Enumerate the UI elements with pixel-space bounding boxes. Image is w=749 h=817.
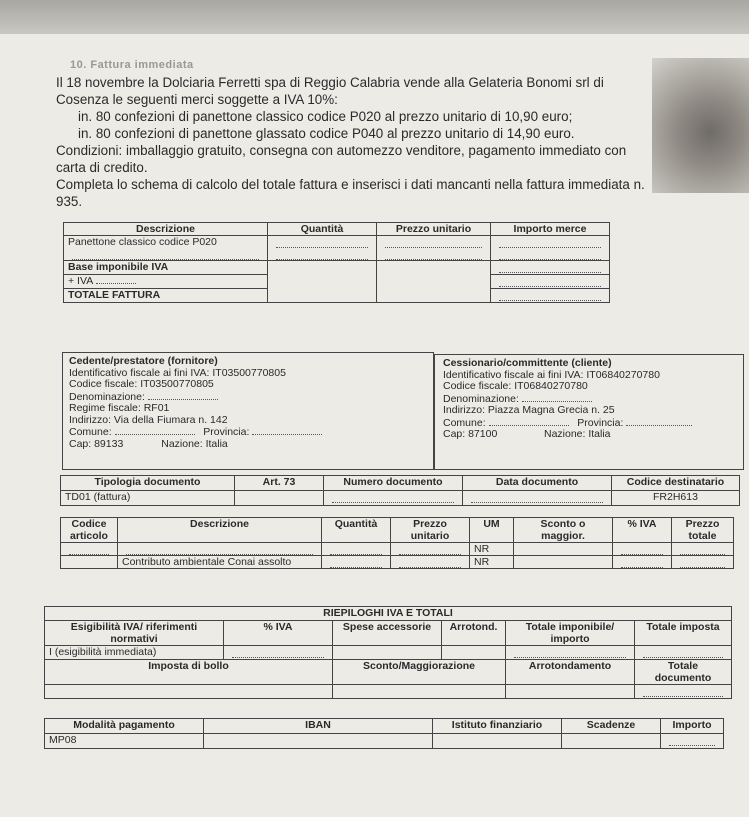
riepilogo-title: RIEPILOGHI IVA E TOTALI	[45, 607, 732, 621]
items-table	[60, 517, 734, 569]
col-scadenze: Scadenze	[562, 719, 661, 734]
col-art73: Art. 73	[235, 476, 324, 491]
cedente-indirizzo: Indirizzo: Via della Fiumara n. 142	[69, 413, 228, 426]
riepilogo-table	[44, 606, 732, 699]
col-item-qty: Quantità	[322, 518, 391, 543]
top-shadow	[0, 0, 749, 34]
cessionario-title: Cessionario/committente (cliente)	[443, 357, 612, 369]
imponibile-value[interactable]	[506, 646, 635, 660]
item-1: in. 80 confezioni di panettone classico codice P020 al prezzo unitario di 10,90 euro;	[78, 109, 573, 124]
col-riep-iva: % IVA	[224, 621, 333, 646]
col-numero: Numero documento	[324, 476, 463, 491]
item2-um: NR	[470, 556, 514, 569]
row1-qty[interactable]	[268, 236, 377, 261]
col-um: UM	[470, 518, 514, 543]
col-codice-dest: Codice destinatario	[612, 476, 740, 491]
col-codice: Codice articolo	[61, 518, 118, 543]
cessionario-cf: Codice fiscale: IT06840270780	[443, 380, 588, 392]
col-quantita: Quantità	[268, 223, 377, 236]
cedente-cap: Cap: 89133 Nazione: Italia	[69, 437, 228, 450]
col-tipologia: Tipologia documento	[61, 476, 235, 491]
cedente-cf: Codice fiscale: IT03500770805	[69, 378, 214, 390]
item2-sconto[interactable]	[514, 556, 613, 569]
modalita-value: MP08	[45, 734, 204, 749]
col-spese: Spese accessorie	[333, 621, 442, 646]
item2-codice[interactable]	[61, 556, 118, 569]
tipologia-value: TD01 (fattura)	[61, 491, 235, 506]
codice-dest-value: FR2H613	[612, 491, 740, 506]
art73-value[interactable]	[235, 491, 324, 506]
col-item-desc: Descrizione	[118, 518, 322, 543]
totale-fattura-label: TOTALE FATTURA	[64, 289, 268, 303]
data-value[interactable]	[463, 491, 612, 506]
parties-section	[62, 352, 744, 472]
col-prezzo-totale: Prezzo totale	[672, 518, 734, 543]
exercise-heading: 10. Fattura immediata	[70, 59, 194, 71]
numero-value[interactable]	[324, 491, 463, 506]
col-prezzo: Prezzo unitario	[377, 223, 491, 236]
item1-um: NR	[470, 543, 514, 556]
cessionario-piva: Identificativo fiscale ai fini IVA: IT06840270780	[443, 368, 660, 381]
paragraph-1: Il 18 novembre la Dolciaria Ferretti spa di Reggio Calabria vende alla Gelateria Bonomi srl di Cosenza le seguenti merci soggette a IVA 10%:	[56, 75, 604, 107]
col-arrotond: Arrotond.	[442, 621, 506, 646]
col-totale-doc: Totale documento	[635, 660, 732, 685]
pagamento-table	[44, 718, 724, 749]
exercise-text	[56, 74, 646, 210]
col-imponibile: Totale imponibile/ importo	[506, 621, 635, 646]
riep-iva-value[interactable]	[224, 646, 333, 660]
cessionario-denominazione[interactable]: Denominazione:	[443, 393, 735, 406]
item1-sconto[interactable]	[514, 543, 613, 556]
col-data: Data documento	[463, 476, 612, 491]
col-importo: Importo	[661, 719, 724, 734]
totale-doc-value[interactable]	[635, 685, 732, 699]
item1-price[interactable]	[391, 543, 470, 556]
col-sconto: Sconto o maggior.	[514, 518, 613, 543]
item2-total[interactable]	[672, 556, 734, 569]
iva-amount[interactable]	[491, 275, 610, 289]
iva-label: + IVA	[64, 275, 268, 289]
item2-qty[interactable]	[322, 556, 391, 569]
task: Completa lo schema di calcolo del totale fattura e inserisci i dati mancanti nella fattura immediata n. 935.	[56, 177, 645, 209]
col-bollo: Imposta di bollo	[45, 660, 333, 685]
row1-desc: Panettone classico codice P020	[64, 236, 268, 261]
col-sconto-magg: Sconto/Maggiorazione	[333, 660, 506, 685]
importo-value[interactable]	[661, 734, 724, 749]
cedente-denominazione[interactable]: Denominazione:	[69, 391, 427, 404]
item1-total[interactable]	[672, 543, 734, 556]
col-item-price: Prezzo unitario	[391, 518, 470, 543]
item1-codice[interactable]	[61, 543, 118, 556]
imposta-value[interactable]	[635, 646, 732, 660]
cessionario-comune[interactable]: Comune: Provincia:	[443, 417, 735, 430]
calc-table	[63, 222, 610, 303]
item1-iva[interactable]	[613, 543, 672, 556]
cedente-box	[62, 352, 434, 470]
col-descrizione: Descrizione	[64, 223, 268, 236]
base-imponibile-label: Base imponibile IVA	[64, 261, 268, 275]
col-iva: % IVA	[613, 518, 672, 543]
esigibilita-value: I (esigibilità immediata)	[45, 646, 224, 660]
row1-price[interactable]	[377, 236, 491, 261]
item-2: in. 80 confezioni di panettone glassato codice P040 al prezzo unitario di 14,90 euro.	[78, 126, 575, 141]
item1-desc[interactable]	[118, 543, 322, 556]
istituto-value[interactable]	[433, 734, 562, 749]
item1-qty[interactable]	[322, 543, 391, 556]
col-modalita: Modalità pagamento	[45, 719, 204, 734]
cedente-regime: Regime fiscale: RF01	[69, 402, 170, 414]
document-table	[60, 475, 740, 506]
col-arrotondamento: Arrotondamento	[506, 660, 635, 685]
row1-amount[interactable]	[491, 236, 610, 261]
cessionario-box	[434, 354, 744, 470]
col-imposta: Totale imposta	[635, 621, 732, 646]
cedente-title: Cedente/prestatore (fornitore)	[69, 355, 218, 367]
iban-value[interactable]	[204, 734, 433, 749]
col-esigibilita: Esigibilità IVA/ riferimenti normativi	[45, 621, 224, 646]
base-amount[interactable]	[491, 261, 610, 275]
totale-amount[interactable]	[491, 289, 610, 303]
cedente-piva: Identificativo fiscale ai fini IVA: IT03500770805	[69, 366, 286, 379]
cessionario-cap: Cap: 87100 Nazione: Italia	[443, 428, 611, 440]
col-istituto: Istituto finanziario	[433, 719, 562, 734]
item2-desc: Contributo ambientale Conai assolto	[118, 556, 322, 569]
conditions: Condizioni: imballaggio gratuito, consegna con automezzo venditore, pagamento immediato con carta di credito.	[56, 143, 627, 175]
cedente-comune[interactable]: Comune: Provincia:	[69, 426, 427, 439]
item2-price[interactable]	[391, 556, 470, 569]
side-photo	[652, 58, 749, 193]
cessionario-indirizzo: Indirizzo: Piazza Magna Grecia n. 25	[443, 404, 615, 416]
item2-iva[interactable]	[613, 556, 672, 569]
col-importo: Importo merce	[491, 223, 610, 236]
col-iban: IBAN	[204, 719, 433, 734]
scadenze-value[interactable]	[562, 734, 661, 749]
